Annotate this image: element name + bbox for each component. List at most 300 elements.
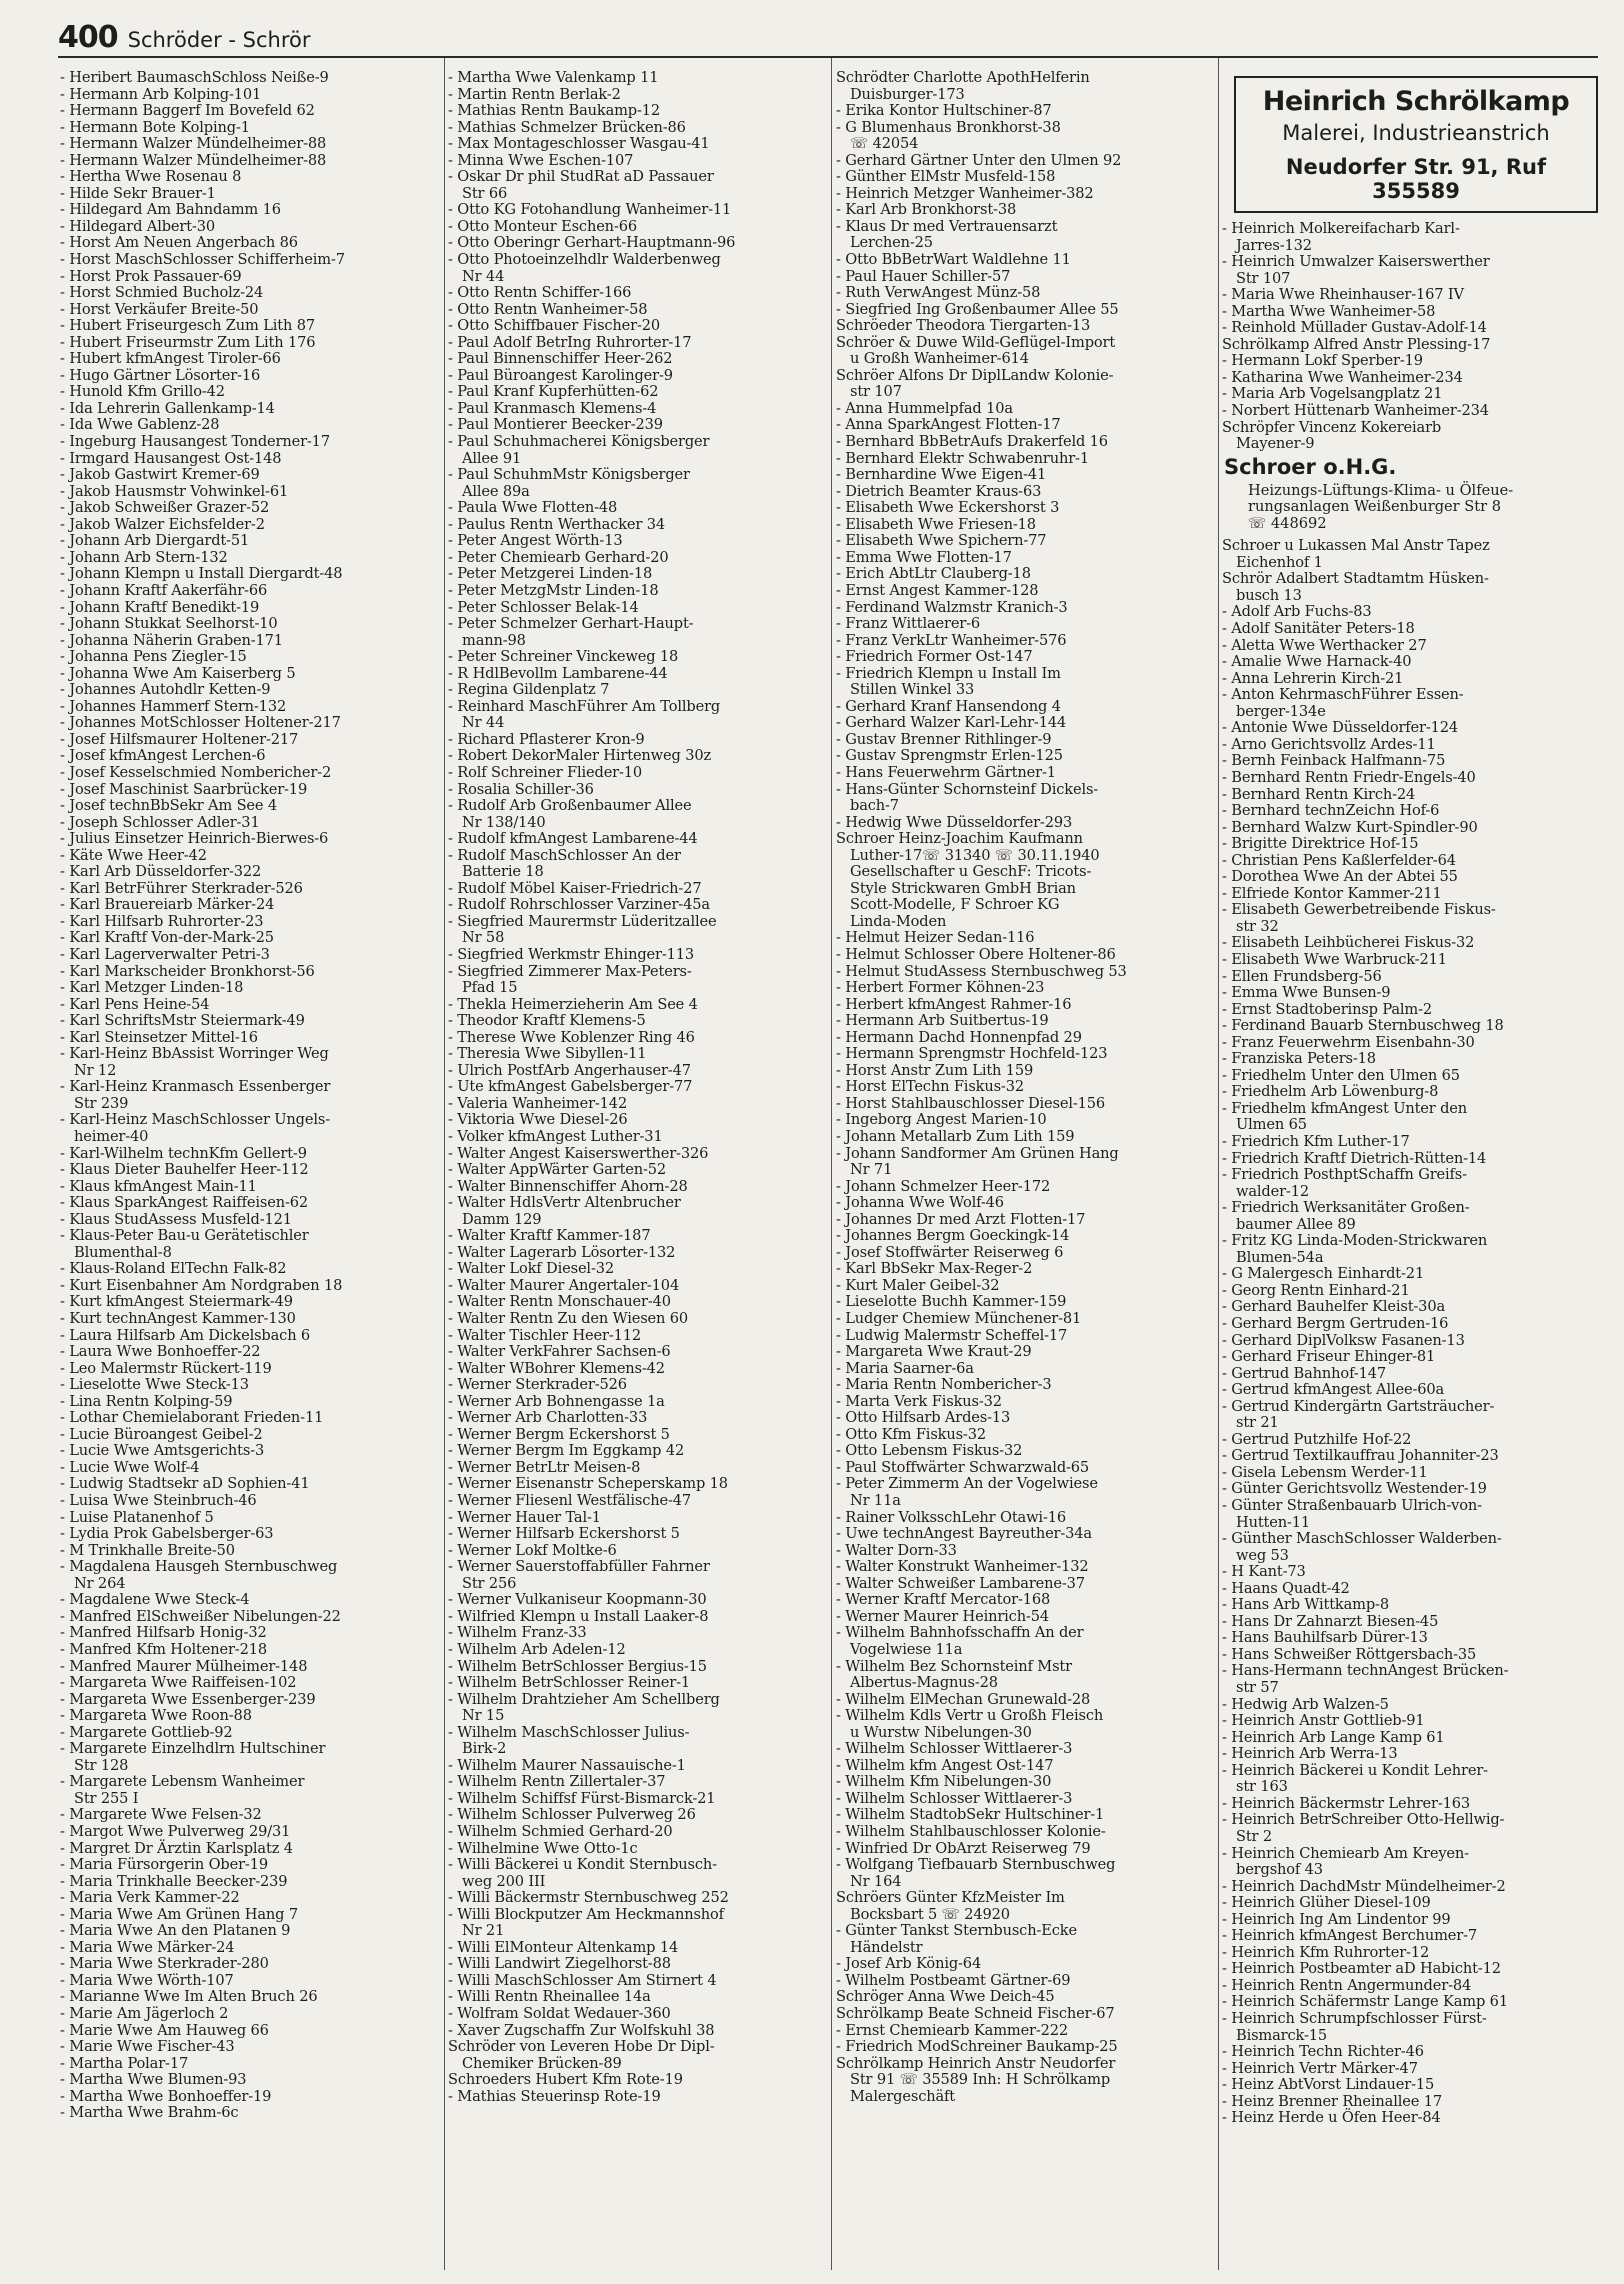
listing-entry: - Luisa Wwe Steinbruch-46 <box>60 1492 257 1510</box>
listing-entry: - Friedhelm Unter den Ulmen 65 <box>1222 1066 1460 1084</box>
listing-entry: - Walter Rentn Monschauer-40 <box>448 1293 671 1311</box>
listing-entry: - Dietrich Beamter Kraus-63 <box>836 482 1042 500</box>
listing-entry: - Rudolf Arb Großenbaumer Allee <box>448 797 692 815</box>
listing-entry: - Walter Lokf Diesel-32 <box>448 1260 614 1278</box>
listing-entry: - Ernst Angest Kammer-128 <box>836 581 1039 599</box>
listing-entry: - Mathias Steuerinsp Rote-19 <box>448 2087 661 2105</box>
listing-entry: - Erika Kontor Hultschiner-87 <box>836 102 1052 120</box>
listing-entry: Schrölkamp Alfred Anstr Plessing-17 <box>1222 335 1491 353</box>
listing-entry: - Bernhard BbBetrAufs Drakerfeld 16 <box>836 433 1108 451</box>
listing-entry: - Hubert Friseurmstr Zum Lith 176 <box>60 333 316 351</box>
listing-entry: - Marie Am Jägerloch 2 <box>60 2004 229 2022</box>
listing-entry: - Johannes Hammerf Stern-132 <box>60 697 287 715</box>
listing-continuation: Str 256 <box>462 1574 517 1592</box>
listing-continuation: Scott-Modelle, F Schroer KG <box>850 896 1060 914</box>
listing-entry: - Werner Hauer Tal-1 <box>448 1508 601 1526</box>
listing-entry: - Maria Wwe Sterkrader-280 <box>60 1955 269 1973</box>
listing-continuation: berger-134e <box>1236 702 1326 720</box>
listing-entry: - Karl SchriftsMstr Steiermark-49 <box>60 1012 305 1030</box>
listing-entry: - Rainer VolksschLehr Otawi-16 <box>836 1508 1066 1526</box>
listing-entry: - Karl Hilfsarb Ruhrorter-23 <box>60 912 264 930</box>
listing-entry: - Maria Saarner-6a <box>836 1359 974 1377</box>
listing-entry: - Wilhelm Bez Schornsteinf Mstr <box>836 1657 1072 1675</box>
listing-entry: - Katharina Wwe Wanheimer-234 <box>1222 368 1463 386</box>
listing-entry: - Heinrich Metzger Wanheimer-382 <box>836 184 1094 202</box>
listing-entry: - Ernst Chemiearb Kammer-222 <box>836 2021 1069 2039</box>
firm-line: ☏ 448692 <box>1248 514 1327 532</box>
listing-continuation: Style Strickwaren GmbH Brian <box>850 879 1076 897</box>
listing-entry: - Martha Wwe Valenkamp 11 <box>448 70 659 86</box>
listing-entry: - Laura Hilfsarb Am Dickelsbach 6 <box>60 1326 311 1344</box>
listing-entry: Schröer & Duwe Wild-Geflügel-Import <box>836 333 1116 351</box>
listing-entry: Schröger Anna Wwe Deich-45 <box>836 1988 1055 2006</box>
listing-entry: - Ulrich PostfArb Angerhauser-47 <box>448 1061 691 1079</box>
listing-continuation: Nr 44 <box>462 267 505 285</box>
listing-entry: - Walter Angest Kaiserswerther-326 <box>448 1144 709 1162</box>
listing-entry: - Margarete Einzelhdlrn Hultschiner <box>60 1740 326 1758</box>
listing-entry: - Paul Binnenschiffer Heer-262 <box>448 350 673 368</box>
listing-entry: - Siegfried Maurermstr Lüderitzallee <box>448 912 717 930</box>
listing-entry: - Günter Straßenbauarb Ulrich-von- <box>1222 1497 1482 1515</box>
listing-entry: - Mathias Schmelzer Brücken-86 <box>448 118 686 136</box>
listing-entry: - Martha Wwe Bonhoeffer-19 <box>60 2087 272 2105</box>
listing-continuation: Nr 11a <box>850 1492 901 1510</box>
listing-entry: - Peter Zimmerm An der Vogelwiese <box>836 1475 1098 1493</box>
listing-entry: - Otto BbBetrWart Waldlehne 11 <box>836 251 1071 269</box>
listing-entry: - Johann Sandformer Am Grünen Hang <box>836 1144 1119 1162</box>
ad-address-phone: Neudorfer Str. 91, Ruf 355589 <box>1285 155 1547 203</box>
listing-entry: - Wilhelm Kdls Vertr u Großh Fleisch <box>836 1707 1104 1725</box>
listing-continuation: str 32 <box>1236 917 1279 935</box>
listing-entry: - Aletta Wwe Werthacker 27 <box>1222 636 1427 654</box>
listing-entry: - Hans Arb Wittkamp-8 <box>1222 1596 1389 1614</box>
listing-entry: - Johann Stukkat Seelhorst-10 <box>60 615 278 633</box>
listing-entry: - Werner Kraftf Mercator-168 <box>836 1591 1051 1609</box>
listing-entry: - Werner Maurer Heinrich-54 <box>836 1607 1050 1625</box>
listing-entry: - Johannes MotSchlosser Holtener-217 <box>60 714 341 732</box>
listing-entry: - Ludwig Malermstr Scheffel-17 <box>836 1326 1068 1344</box>
listing-entry: - Walter Kraftf Kammer-187 <box>448 1227 651 1245</box>
listing-entry: - Werner Arb Bohnengasse 1a <box>448 1392 665 1410</box>
listing-entry: Schröers Günter KfzMeister Im <box>836 1889 1065 1907</box>
listing-entry: - Wilhelm kfm Angest Ost-147 <box>836 1756 1054 1774</box>
listing-entry: - Heinrich Umwalzer Kaiserswerther <box>1222 253 1490 271</box>
listing-entry: - Gerhard Bauhelfer Kleist-30a <box>1222 1298 1446 1316</box>
listing-entry: - Gertrud Textilkauffrau Johanniter-23 <box>1222 1447 1499 1465</box>
listing-entry: - Werner Fliesenl Westfälische-47 <box>448 1492 692 1510</box>
listing-entry: - Gerhard Gärtner Unter den Ulmen 92 <box>836 151 1122 169</box>
listing-entry: - Karl-Wilhelm technKfm Gellert-9 <box>60 1144 307 1162</box>
listing-entry: - Laura Wwe Bonhoeffer-22 <box>60 1343 261 1361</box>
listing-entry: - Paul SchuhmMstr Königsberger <box>448 466 690 484</box>
listing-entry: - Rudolf Möbel Kaiser-Friedrich-27 <box>448 879 702 897</box>
listing-continuation: Nr 264 <box>74 1574 126 1592</box>
listing-entry: - Willi Blockputzer Am Heckmannshof <box>448 1905 724 1923</box>
listing-entry: - Ida Wwe Gablenz-28 <box>60 416 220 434</box>
listing-entry: - Rudolf Rohrschlosser Varziner-45a <box>448 896 710 914</box>
listing-entry: - Jakob Gastwirt Kremer-69 <box>60 466 260 484</box>
listing-entry: - Kurt Maler Geibel-32 <box>836 1276 1000 1294</box>
listing-entry: - Martha Wwe Blumen-93 <box>60 2071 247 2089</box>
listing-entry: - Karl Steinsetzer Mittel-16 <box>60 1028 258 1046</box>
listing-entry: - Ferdinand Bauarb Sternbuschweg 18 <box>1222 1017 1504 1035</box>
listing-entry: - Heinrich Arb Lange Kamp 61 <box>1222 1728 1445 1746</box>
listing-entry: - Horst MaschSchlosser Schifferheim-7 <box>60 251 345 269</box>
listing-entry: - Manfred Maurer Mülheimer-148 <box>60 1657 308 1675</box>
listing-entry: - Haans Quadt-42 <box>1222 1579 1350 1597</box>
listing-entry: - Peter Chemiearb Gerhard-20 <box>448 548 669 566</box>
listing-entry: - Otto Hilfsarb Ardes-13 <box>836 1409 1011 1427</box>
listing-entry: - Horst Schmied Bucholz-24 <box>60 284 264 302</box>
listing-entry: - Lina Rentn Kolping-59 <box>60 1392 233 1410</box>
listing-entry: - Richard Pflasterer Kron-9 <box>448 730 645 748</box>
firm-line: rungsanlagen Weißenburger Str 8 <box>1248 498 1502 516</box>
page-number: 400 <box>58 20 118 55</box>
listing-entry: - Paul Montierer Beecker-239 <box>448 416 663 434</box>
listing-entry: - Josef technBbSekr Am See 4 <box>60 797 278 815</box>
listing-entry: - Werner Vulkaniseur Koopmann-30 <box>448 1591 707 1609</box>
listing-continuation: Gesellschafter u GeschF: Tricots- <box>850 863 1092 881</box>
listing-entry: - Günther MaschSchlosser Walderben- <box>1222 1530 1502 1548</box>
listing-entry: - Gerhard Kranf Hansendong 4 <box>836 697 1061 715</box>
listing-entry: Schroer u Lukassen Mal Anstr Tapez <box>1222 537 1490 555</box>
listing-entry: - Franz Wittlaerer-6 <box>836 615 981 633</box>
listing-entry: - Hermann Bote Kolping-1 <box>60 118 250 136</box>
listing-entry: - Otto Oberingr Gerhart-Hauptmann-96 <box>448 234 736 252</box>
listing-entry: - Friedrich Kraftf Dietrich-Rütten-14 <box>1222 1149 1487 1167</box>
listing-entry: - Karl-Heinz Kranmasch Essenberger <box>60 1078 331 1096</box>
listing-entry: - Maria Trinkhalle Beecker-239 <box>60 1872 288 1890</box>
listing-entry: - Luise Platanenhof 5 <box>60 1508 214 1526</box>
listing-entry: Schrölkamp Beate Schneid Fischer-67 <box>836 2004 1115 2022</box>
listing-entry: - Hermann Walzer Mündelheimer-88 <box>60 135 327 153</box>
listing-entry: - Werner Lokf Moltke-6 <box>448 1541 617 1559</box>
listing-entry: - Walter Dorn-33 <box>836 1541 957 1559</box>
listing-entry: - Johanna Wwe Wolf-46 <box>836 1194 1004 1212</box>
listing-entry: - Margret Dr Ärztin Karlsplatz 4 <box>60 1839 293 1857</box>
listing-continuation: Str 128 <box>74 1756 129 1774</box>
listing-entry: - Heinrich Vertr Märker-47 <box>1222 2059 1418 2077</box>
listing-entry: - Maria Wwe Märker-24 <box>60 1938 235 1956</box>
listing-entry: - Maria Wwe An den Platanen 9 <box>60 1922 291 1940</box>
listing-entry: - Ingeborg Angest Marien-10 <box>836 1111 1047 1129</box>
listing-entry: - Karl Kraftf Von-der-Mark-25 <box>60 929 274 947</box>
listing-entry: - Lothar Chemielaborant Frieden-11 <box>60 1409 324 1427</box>
listing-entry: - Wilhelm Franz-33 <box>448 1624 587 1642</box>
listing-entry: - Wilhelm Kfm Nibelungen-30 <box>836 1773 1052 1791</box>
listing-entry: - Paulus Rentn Werthacker 34 <box>448 515 665 533</box>
listing-entry: - Herbert kfmAngest Rahmer-16 <box>836 995 1072 1013</box>
listing-entry: - Peter Schreiner Vinckeweg 18 <box>448 648 679 666</box>
listing-entry: - Klaus StudAssess Musfeld-121 <box>60 1210 292 1228</box>
advertisement-box <box>1234 76 1598 213</box>
listing-entry: - Adolf Sanitäter Peters-18 <box>1222 620 1415 638</box>
column-4-entries-bottom <box>1222 538 1606 2127</box>
listing-entry: - Wilhelm Schlosser Wittlaerer-3 <box>836 1789 1073 1807</box>
listing-continuation: Chemiker Brücken-89 <box>462 2054 622 2072</box>
listing-continuation: mann-98 <box>462 631 526 649</box>
listing-continuation: Nr 71 <box>850 1161 893 1179</box>
listing-entry: - Reinhold Müllader Gustav-Adolf-14 <box>1222 319 1487 337</box>
listing-entry: - Heinrich Ing Am Lindentor 99 <box>1222 1910 1451 1928</box>
listing-entry: - Karl Metzger Linden-18 <box>60 979 244 997</box>
listing-entry: - Johannes Dr med Arzt Flotten-17 <box>836 1210 1086 1228</box>
listing-entry: - Elisabeth Wwe Warbruck-211 <box>1222 950 1447 968</box>
listing-entry: - Josef Arb König-64 <box>836 1955 982 1973</box>
listing-entry: - R HdlBevollm Lambarene-44 <box>448 664 668 682</box>
listing-continuation: Str 107 <box>1236 269 1291 287</box>
listing-entry: - Maria Verk Kammer-22 <box>60 1889 240 1907</box>
listing-entry: - Peter MetzgMstr Linden-18 <box>448 581 659 599</box>
listing-entry: - Karl Arb Düsseldorfer-322 <box>60 863 262 881</box>
listing-entry: - Hermann Dachd Honnenpfad 29 <box>836 1028 1082 1046</box>
listing-entry: - Walter Schweißer Lambarene-37 <box>836 1574 1085 1592</box>
listing-continuation: u Wurstw Nibelungen-30 <box>850 1723 1032 1741</box>
column-divider <box>831 58 832 2270</box>
listing-entry: - Hubert kfmAngest Tiroler-66 <box>60 350 281 368</box>
listing-entry: - Elfriede Kontor Kammer-211 <box>1222 884 1442 902</box>
page-header <box>58 20 310 56</box>
listing-entry: - Hermann Sprengmstr Hochfeld-123 <box>836 1045 1108 1063</box>
listing-entry: - Brigitte Direktrice Hof-15 <box>1222 835 1419 853</box>
listing-continuation: bach-7 <box>850 797 899 815</box>
listing-entry: - Walter WBohrer Klemens-42 <box>448 1359 665 1377</box>
listing-entry: - Herbert Former Köhnen-23 <box>836 979 1045 997</box>
listing-entry: - Wilhelm Schmied Gerhard-20 <box>448 1822 673 1840</box>
listing-entry: - Gerhard Friseur Ehinger-81 <box>1222 1348 1436 1366</box>
listing-entry: - Wilhelm Maurer Nassauische-1 <box>448 1756 686 1774</box>
listing-entry: - Margareta Wwe Raiffeisen-102 <box>60 1674 297 1692</box>
listing-entry: - Emma Wwe Bunsen-9 <box>1222 984 1391 1002</box>
listing-entry: - Joseph Schlosser Adler-31 <box>60 813 260 831</box>
listing-entry: - M Trinkhalle Breite-50 <box>60 1541 235 1559</box>
listing-entry: - Lucie Wwe Wolf-4 <box>60 1458 200 1476</box>
listing-entry: - Klaus-Peter Bau-u Gerätetischler <box>60 1227 309 1245</box>
listing-entry: - Johanna Pens Ziegler-15 <box>60 648 247 666</box>
listing-entry: - Hildegard Albert-30 <box>60 217 215 235</box>
listing-entry: - Winfried Dr ObArzt Reiserweg 79 <box>836 1839 1091 1857</box>
listing-entry: - Gertrud Bahnhof-147 <box>1222 1364 1386 1382</box>
listing-continuation: Allee 89a <box>462 482 530 500</box>
running-title: Schröder - Schrör <box>127 28 311 52</box>
listing-entry: - Heinrich Bäckermstr Lehrer-163 <box>1222 1794 1471 1812</box>
listing-entry: - Wilhelm Schlosser Pulverweg 26 <box>448 1806 696 1824</box>
listing-entry: - Klaus-Roland ElTechn Falk-82 <box>60 1260 287 1278</box>
listing-entry: - Gerhard DiplVolksw Fasanen-13 <box>1222 1331 1465 1349</box>
listing-continuation: Str 255 I <box>74 1789 139 1807</box>
listing-entry: - Marie Wwe Fischer-43 <box>60 2038 235 2056</box>
listing-continuation: Batterie 18 <box>462 863 544 881</box>
listing-entry: - Paul Hauer Schiller-57 <box>836 267 1011 285</box>
ad-services: Malerei, Industrieanstrich <box>1282 121 1550 145</box>
listing-entry: - Wilhelm MaschSchlosser Julius- <box>448 1723 690 1741</box>
listing-entry: - Otto KG Fotohandlung Wanheimer-11 <box>448 201 732 219</box>
listing-entry: - Willi Landwirt Ziegelhorst-88 <box>448 1955 671 1973</box>
listing-continuation: Händelstr <box>850 1938 923 1956</box>
listing-continuation: Nr 138/140 <box>462 813 546 831</box>
listing-entry: - Fritz KG Linda-Moden-Strickwaren <box>1222 1232 1488 1250</box>
listing-entry: - Klaus kfmAngest Main-11 <box>60 1177 257 1195</box>
listing-entry: - Horst Stahlbauschlosser Diesel-156 <box>836 1094 1106 1112</box>
listing-entry: - Werner Sauerstoffabfüller Fahrner <box>448 1558 710 1576</box>
listing-entry: - Karl BetrFührer Sterkrader-526 <box>60 879 303 897</box>
listing-entry: - Margarete Gottlieb-92 <box>60 1723 233 1741</box>
listing-entry: - Gertrud Kindergärtn Gartsträucher- <box>1222 1397 1495 1415</box>
listing-entry: - Marta Verk Fiskus-32 <box>836 1392 1002 1410</box>
listing-entry: - Rosalia Schiller-36 <box>448 780 594 798</box>
listing-entry: - Heinrich kfmAngest Berchumer-7 <box>1222 1927 1478 1945</box>
listing-entry: - Gerhard Bergm Gertruden-16 <box>1222 1315 1449 1332</box>
listing-entry: - Wilfried Klempn u Install Laaker-8 <box>448 1607 709 1625</box>
listing-continuation: str 57 <box>1236 1679 1279 1697</box>
listing-entry: Schrödter Charlotte ApothHelferin <box>836 70 1090 86</box>
listing-entry: - Irmgard Hausangest Ost-148 <box>60 449 282 467</box>
listing-entry: - Martha Polar-17 <box>60 2054 189 2072</box>
listing-entry: - Josef Maschinist Saarbrücker-19 <box>60 780 308 798</box>
listing-entry: - Wilhelm Bahnhofsschaffn An der <box>836 1624 1084 1642</box>
listing-entry: - Rudolf MaschSchlosser An der <box>448 846 681 864</box>
listing-entry: - Siegfried Werkmstr Ehinger-113 <box>448 945 695 963</box>
listing-entry: - Ruth VerwAngest Münz-58 <box>836 284 1041 302</box>
listing-entry: - Viktoria Wwe Diesel-26 <box>448 1111 628 1129</box>
listing-entry: - Rudolf kfmAngest Lambarene-44 <box>448 830 698 848</box>
listing-entry: - Walter Lagerarb Lösorter-132 <box>448 1243 676 1261</box>
listing-entry: - Heinrich Bäckerei u Kondit Lehrer- <box>1222 1761 1488 1779</box>
listing-entry: - Klaus Dieter Bauhelfer Heer-112 <box>60 1161 309 1179</box>
listing-entry: - Walter HdlsVertr Altenbrucher <box>448 1194 681 1212</box>
listing-entry: - Walter Konstrukt Wanheimer-132 <box>836 1558 1089 1576</box>
listing-entry: - Friedrich ModSchreiner Baukamp-25 <box>836 2038 1118 2056</box>
listing-entry: - Otto Kfm Fiskus-32 <box>836 1425 986 1443</box>
listing-entry: - Paul Kranmasch Klemens-4 <box>448 399 657 417</box>
listing-entry: - Bernhard Walzw Kurt-Spindler-90 <box>1222 818 1478 836</box>
listing-entry: - Maria Rentn Nombericher-3 <box>836 1376 1052 1394</box>
listing-entry: - Elisabeth Wwe Spichern-77 <box>836 532 1047 550</box>
listing-continuation: str 107 <box>850 383 902 401</box>
listing-entry: - Gerhard Walzer Karl-Lehr-144 <box>836 714 1067 732</box>
listing-continuation: bergshof 43 <box>1236 1861 1323 1879</box>
listing-continuation: str 21 <box>1236 1414 1279 1432</box>
listing-entry: - Hilde Sekr Brauer-1 <box>60 184 216 202</box>
listing-entry: - Paul Schuhmacherei Königsberger <box>448 433 710 451</box>
listing-entry: - Elisabeth Gewerbetreibende Fiskus- <box>1222 901 1496 919</box>
listing-continuation: Mayener-9 <box>1236 435 1315 453</box>
listing-entry: - Heinrich Kfm Ruhrorter-12 <box>1222 1943 1430 1961</box>
listing-entry: - Johann Arb Diergardt-51 <box>60 532 250 550</box>
listing-entry: - Franz Feuerwehrm Eisenbahn-30 <box>1222 1033 1475 1051</box>
listing-entry: - Karl Lagerverwalter Petri-3 <box>60 945 270 963</box>
listing-entry: Schroeders Hubert Kfm Rote-19 <box>448 2071 683 2089</box>
listing-entry: - Heinz Herde u Öfen Heer-84 <box>1222 2109 1441 2127</box>
listing-entry: - Wilhelm Postbeamt Gärtner-69 <box>836 1971 1071 1989</box>
listing-entry: - Walter Tischler Heer-112 <box>448 1326 642 1344</box>
listing-entry: - Manfred Kfm Holtener-218 <box>60 1640 267 1658</box>
listing-entry: - Peter Schmelzer Gerhart-Haupt- <box>448 615 694 633</box>
listing-entry: - Lucie Büroangest Geibel-2 <box>60 1425 263 1443</box>
listing-entry: - Franz VerkLtr Wanheimer-576 <box>836 631 1067 649</box>
listing-entry: - Hans Bauhilfsarb Dürer-13 <box>1222 1629 1428 1647</box>
listing-entry: - Josef kfmAngest Lerchen-6 <box>60 747 266 765</box>
listing-entry: - Heinrich Schäfermstr Lange Kamp 61 <box>1222 1993 1508 2011</box>
listing-entry: - Otto Photoeinzelhdlr Walderbenweg <box>448 251 721 269</box>
listing-continuation: Ulmen 65 <box>1236 1116 1307 1134</box>
listing-entry: - Leo Malermstr Rückert-119 <box>60 1359 272 1377</box>
listing-entry: - Ingeburg Hausangest Tonderner-17 <box>60 433 330 451</box>
listing-entry: - Elisabeth Leihbücherei Fiskus-32 <box>1222 934 1475 952</box>
listing-continuation: Bocksbart 5 ☏ 24920 <box>850 1905 1010 1923</box>
listing-continuation: Nr 15 <box>462 1707 505 1725</box>
listing-entry: - Wilhelm Schiffsf Fürst-Bismarck-21 <box>448 1789 716 1807</box>
listing-entry: Schrör Adalbert Stadtamtm Hüsken- <box>1222 570 1489 588</box>
listing-entry: - Ida Lehrerin Gallenkamp-14 <box>60 399 275 417</box>
listing-entry: - Heinrich Anstr Gottlieb-91 <box>1222 1712 1425 1730</box>
listing-entry: - Gustav Brenner Rithlinger-9 <box>836 730 1052 748</box>
directory-column-2 <box>448 70 828 2270</box>
listing-entry: - Wolfgang Tiefbauarb Sternbuschweg <box>836 1856 1116 1874</box>
listing-entry: - Werner Eisenanstr Scheperskamp 18 <box>448 1475 728 1493</box>
listing-entry: - Wilhelm BetrSchlosser Bergius-15 <box>448 1657 707 1675</box>
listing-entry: - Heinrich Postbeamter aD Habicht-12 <box>1222 1960 1501 1978</box>
listing-entry: - Karl BbSekr Max-Reger-2 <box>836 1260 1033 1278</box>
listing-entry: - Maria Wwe Rheinhauser-167 IV <box>1222 286 1464 304</box>
listing-entry: - Hermann Arb Suitbertus-19 <box>836 1012 1049 1030</box>
listing-continuation: Jarres-132 <box>1236 236 1312 254</box>
listing-entry: - Magdalene Wwe Steck-4 <box>60 1591 250 1609</box>
listing-continuation: weg 53 <box>1236 1546 1289 1564</box>
listing-entry: - Antonie Wwe Düsseldorfer-124 <box>1222 719 1459 737</box>
listing-entry: - Horst Prok Passauer-69 <box>60 267 242 285</box>
listing-entry: - Amalie Wwe Harnack-40 <box>1222 653 1412 671</box>
listing-entry: - Wilhelm StadtobSekr Hultschiner-1 <box>836 1806 1105 1824</box>
listing-entry: - Margarete Lebensm Wanheimer <box>60 1773 305 1791</box>
listing-entry: - Josef Stoffwärter Reiserweg 6 <box>836 1243 1064 1261</box>
listing-entry: - Johann Kraftf Benedikt-19 <box>60 598 260 616</box>
listing-entry: - Wilhelm Stahlbauschlosser Kolonie- <box>836 1822 1106 1840</box>
listing-entry: - Karl-Heinz BbAssist Worringer Weg <box>60 1045 329 1063</box>
listing-entry: - Otto Schiffbauer Fischer-20 <box>448 317 661 335</box>
listing-entry: - Elisabeth Wwe Eckershorst 3 <box>836 499 1060 517</box>
listing-entry: - Hertha Wwe Rosenau 8 <box>60 168 242 186</box>
listing-entry: - Günter Tankst Sternbusch-Ecke <box>836 1922 1077 1940</box>
listing-entry: Schrölkamp Heinrich Anstr Neudorfer <box>836 2054 1116 2072</box>
listing-entry: - Otto Rentn Schiffer-166 <box>448 284 632 302</box>
listing-entry: - Hans Schweißer Röttgersbach-35 <box>1222 1645 1477 1663</box>
listing-entry: - Horst ElTechn Fiskus-32 <box>836 1078 1024 1096</box>
listing-entry: - Käte Wwe Heer-42 <box>60 846 207 864</box>
listing-entry: - Minna Wwe Eschen-107 <box>448 151 634 169</box>
listing-entry: - Ernst Stadtoberinsp Palm-2 <box>1222 1000 1433 1018</box>
listing-entry: - Bernhard Rentn Kirch-24 <box>1222 785 1416 803</box>
listing-entry: - Friedrich Werksanitäter Großen- <box>1222 1199 1470 1217</box>
listing-entry: - Paul Büroangest Karolinger-9 <box>448 366 673 384</box>
listing-entry: - Anna SparkAngest Flotten-17 <box>836 416 1061 434</box>
listing-entry: - Theresia Wwe Sibyllen-11 <box>448 1045 647 1063</box>
listing-entry: - Valeria Wanheimer-142 <box>448 1094 628 1112</box>
firm-heading: Schroer o.H.G. <box>1224 454 1397 479</box>
listing-continuation: Linda-Moden <box>850 912 947 930</box>
listing-entry: - Peter Schlosser Belak-14 <box>448 598 639 616</box>
column-divider <box>1218 58 1219 2270</box>
listing-entry: - Johann Metallarb Zum Lith 159 <box>836 1128 1075 1145</box>
listing-entry: - Martha Wwe Brahm-6c <box>60 2104 239 2122</box>
listing-entry: - Hans-Hermann technAngest Brücken- <box>1222 1662 1509 1680</box>
listing-entry: - Erich AbtLtr Clauberg-18 <box>836 565 1031 583</box>
listing-continuation: Str 66 <box>462 184 508 202</box>
listing-entry: - Heinrich DachdMstr Mündelheimer-2 <box>1222 1877 1506 1895</box>
listing-entry: - Werner Bergm Im Eggkamp 42 <box>448 1442 685 1460</box>
header-rule <box>58 56 1598 58</box>
listing-entry: - Karl Arb Bronkhorst-38 <box>836 201 1017 219</box>
